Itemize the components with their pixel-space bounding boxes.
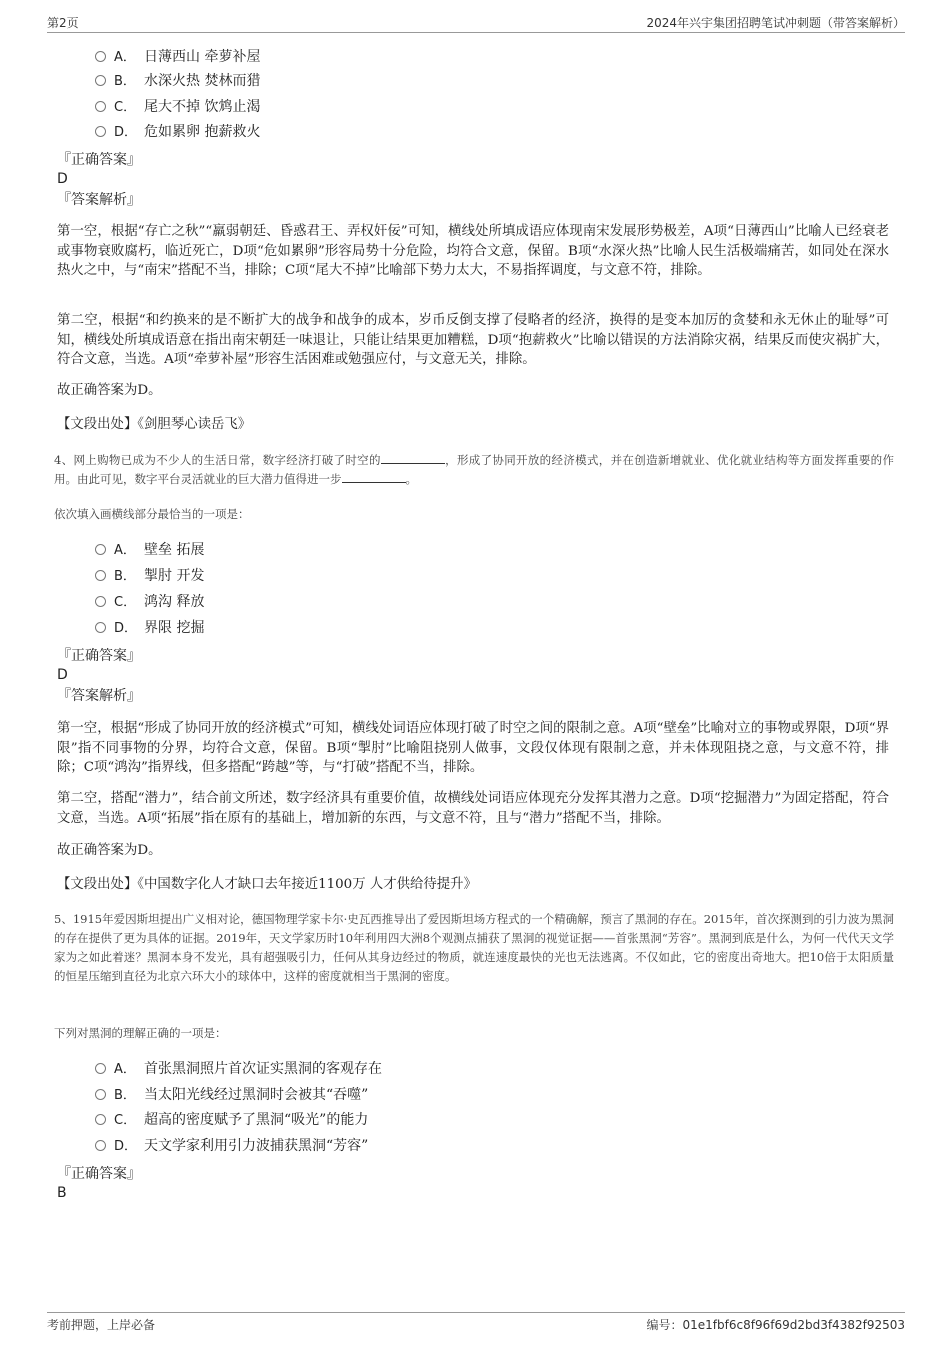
q4-answer: D — [57, 667, 68, 683]
q5-option-a[interactable]: A． 首张黑洞照片首次证实黑洞的客观存在 — [95, 1058, 382, 1080]
q4-analysis-label: 『答案解析』 — [57, 688, 141, 704]
q4-option-a[interactable]: A． 壁垒 拓展 — [95, 539, 204, 561]
footer-slogan: 考前押题，上岸必备 — [47, 1318, 156, 1332]
q4-answer-label: 『正确答案』 — [57, 648, 141, 664]
q3-option-b[interactable]: B． 水深火热 焚林而猎 — [95, 70, 260, 92]
document-title: 2024年兴宇集团招聘笔试冲刺题（带答案解析） — [646, 16, 905, 30]
page-header — [47, 14, 905, 33]
q3-source: 【文段出处】《剑胆琴心读岳飞》 — [57, 417, 252, 432]
q5-prompt: 下列对黑洞的理解正确的一项是： — [54, 1026, 227, 1040]
q4-option-c[interactable]: C． 鸿沟 释放 — [95, 591, 204, 613]
q5-option-b[interactable]: B． 当太阳光线经过黑洞时会被其“吞噬” — [95, 1084, 368, 1106]
q4-stem: 4、网上购物已成为不少人的生活日常，数字经济打破了时空的 ，形成了协同开放的经济模式，并在创造新增就业、优化就业结构等方面发挥重要的作用。由此可见，数字平台灵活就业的巨大潜力值得进一步 。 — [54, 453, 894, 486]
q4-analysis-para-2: 第二空，搭配“潜力”，结合前文所述，数字经济具有重要价值，故横线处词语应体现充分发挥其潜力之意。D项“挖掘潜力”为固定搭配，符合文意，当选。A项“拓展”指在原有的基础上，增加新的东西，与文意不符，且与“潜力”搭配不当，排除。 — [57, 791, 889, 826]
page-number: 第2页 — [47, 16, 79, 30]
q5-option-c[interactable]: C． 超高的密度赋予了黑洞“吸光”的能力 — [95, 1109, 368, 1131]
q4-conclusion: 故正确答案为D。 — [57, 843, 162, 858]
q3-conclusion: 故正确答案为D。 — [57, 383, 162, 398]
page-footer — [47, 1312, 905, 1333]
document-id: 编号：01e1fbf6c8f96f69d2bd3f4382f92503 — [646, 1318, 905, 1332]
q3-answer-label: 『正确答案』 — [57, 152, 141, 168]
radio-icon[interactable] — [95, 1089, 106, 1100]
q3-option-a[interactable]: A． 日薄西山 牵萝补屋 — [95, 46, 260, 68]
radio-icon[interactable] — [95, 544, 106, 555]
q3-option-d[interactable]: D． 危如累卵 抱薪救火 — [95, 121, 260, 143]
radio-icon[interactable] — [95, 1063, 106, 1074]
q3-option-c[interactable]: C． 尾大不掉 饮鸩止渴 — [95, 96, 260, 118]
radio-icon[interactable] — [95, 1114, 106, 1125]
q3-analysis-label: 『答案解析』 — [57, 192, 141, 208]
q3-answer: D — [57, 171, 68, 187]
q4-analysis-para-1: 第一空，根据“形成了协同开放的经济模式”可知，横线处词语应体现打破了时空之间的限制之意。A项“壁垒”比喻对立的事物或界限，D项“界限”指不同事物的分界，均符合文意，保留。B项“掣肘”比喻阻挠别人做事，文段仅体现有限制之意，并未体现阻挠之意，与文意不符，排除；C项“鸿沟”指界线，但多搭配“跨越”等，与“打破”搭配不当，排除。 — [57, 721, 889, 775]
fill-blank — [342, 470, 406, 483]
q5-answer-label: 『正确答案』 — [57, 1166, 141, 1182]
radio-icon[interactable] — [95, 596, 106, 607]
radio-icon[interactable] — [95, 570, 106, 581]
q5-stem: 5、1915年爱因斯坦提出广义相对论，德国物理学家卡尔·史瓦西推导出了爱因斯坦场方程式的一个精确解，预言了黑洞的存在。2015年，首次探测到的引力波为黑洞的存在提供了更为具体的证据。2019年，天文学家历时10年利用四大洲8个观测点捕获了黑洞的视觉证据——首张黑洞“芳容”。黑洞到底是什么，为何一代代天文学家为之如此着迷？黑洞本身不发光，具有超强吸引力，任何从其身边经过的物质，就连速度最快的光也无法逃离。不仅如此，它的密度出奇地大。把10倍于太阳质量的恒星压缩到直径为北京六环大小的球体中，这样的密度就相当于黑洞的密度。 — [54, 912, 894, 983]
radio-icon[interactable] — [95, 126, 106, 137]
q5-option-d[interactable]: D． 天文学家利用引力波捕获黑洞“芳容” — [95, 1135, 368, 1157]
q5-answer: B — [57, 1185, 67, 1201]
fill-blank — [381, 451, 445, 464]
radio-icon[interactable] — [95, 75, 106, 86]
radio-icon[interactable] — [95, 101, 106, 112]
q4-prompt: 依次填入画横线部分最恰当的一项是： — [54, 507, 250, 521]
radio-icon[interactable] — [95, 1140, 106, 1151]
q4-option-d[interactable]: D． 界限 挖掘 — [95, 617, 204, 639]
q3-analysis-para-2: 第二空，根据“和约换来的是不断扩大的战争和战争的成本，岁币反倒支撑了侵略者的经济，换得的是变本加厉的贪婪和永无休止的耻辱”可知，横线处所填成语意在指出南宋朝廷一味退让，只能让结果更加糟糕，D项“抱薪救火”比喻以错误的方法消除灾祸，结果反而使灾祸扩大，符合文意，当选。A项“牵萝补屋”形容生活困难或勉强应付，与文意无关，排除。 — [57, 313, 889, 367]
radio-icon[interactable] — [95, 622, 106, 633]
radio-icon[interactable] — [95, 51, 106, 62]
q3-analysis-para-1: 第一空，根据“存亡之秋”“羸弱朝廷、昏惑君王、弄权奸佞”可知，横线处所填成语应体现南宋发展形势极差，A项“日薄西山”比喻人已经衰老或事物衰败腐朽，临近死亡，D项“危如累卵”形容局势十分危险，均符合文意，保留。B项“水深火热”比喻人民生活极端痛苦，如同处在深水热火之中，与“南宋”搭配不当，排除；C项“尾大不掉”比喻部下势力太大，不易指挥调度，与文意不符，排除。 — [57, 224, 889, 278]
q4-source: 【文段出处】《中国数字化人才缺口去年接近1100万 人才供给待提升》 — [57, 877, 477, 892]
q4-option-b[interactable]: B． 掣肘 开发 — [95, 565, 204, 587]
